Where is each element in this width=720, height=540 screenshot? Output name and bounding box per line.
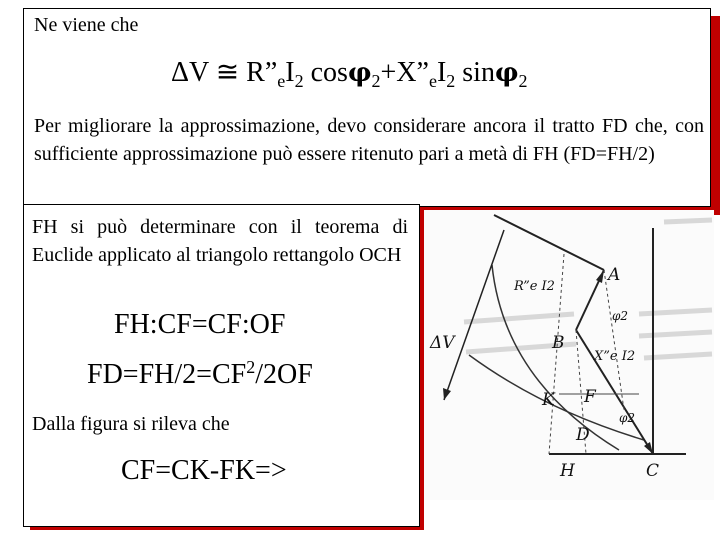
fd-equation-main: FD=FH/2=CF: [87, 359, 247, 390]
formula-cos: cos: [303, 57, 348, 88]
intro-text: Ne viene che: [34, 14, 139, 36]
formula-sub-2: 2: [446, 71, 456, 91]
label-h: H: [560, 461, 575, 481]
top-text-box: [23, 8, 711, 207]
cf-equation: CF=CK-FK=>: [121, 455, 287, 486]
formula-sub-2: 2: [518, 71, 528, 91]
fd-equation: [87, 357, 313, 391]
label-b: B: [552, 333, 565, 353]
label-k: K: [542, 390, 555, 410]
formula-plus-x: +X”: [380, 57, 429, 88]
voltage-drop-formula: [171, 55, 527, 92]
formula-phi: φ: [494, 58, 519, 88]
approximation-paragraph: Per migliorare la approssimazione, devo considerare ancora il tratto FD che, con sufficiente approssimazione può essere ritenuto pari a metà di FH (FD=FH/2): [34, 115, 704, 165]
formula-delta-v: ΔV ≅ R”: [171, 57, 278, 88]
formula-sub-2: 2: [294, 71, 304, 91]
formula-sub-e: e: [277, 71, 286, 91]
formula-i: I: [285, 57, 295, 88]
formula-sin: sin: [455, 57, 495, 88]
left-text-box: [23, 204, 420, 527]
label-c: C: [646, 461, 660, 481]
euclid-paragraph: FH si può determinare con il teorema di Euclide applicato al triangolo rettangolo OCH: [32, 216, 408, 266]
label-f: F: [584, 387, 596, 407]
formula-phi: φ: [347, 58, 372, 88]
label-a: A: [608, 265, 621, 285]
label-delta-v: ΔV: [430, 333, 455, 353]
label-phi-bottom: φ2: [619, 411, 636, 425]
phasor-diagram-figure: [424, 210, 714, 500]
formula-sub-e: e: [428, 71, 437, 91]
formula-sub-2: 2: [371, 71, 381, 91]
figure-note: Dalla figura si rileva che: [32, 413, 230, 435]
proportion-equation: FH:CF=CF:OF: [114, 309, 286, 340]
label-r-vector: R”e I2: [514, 279, 555, 294]
label-x-vector: X”e I2: [594, 349, 636, 364]
label-d: D: [576, 425, 590, 445]
fd-equation-denominator: /2OF: [255, 359, 313, 390]
formula-i: I: [436, 57, 447, 88]
fd-equation-exponent: 2: [246, 357, 256, 377]
label-phi-top: φ2: [612, 309, 629, 323]
